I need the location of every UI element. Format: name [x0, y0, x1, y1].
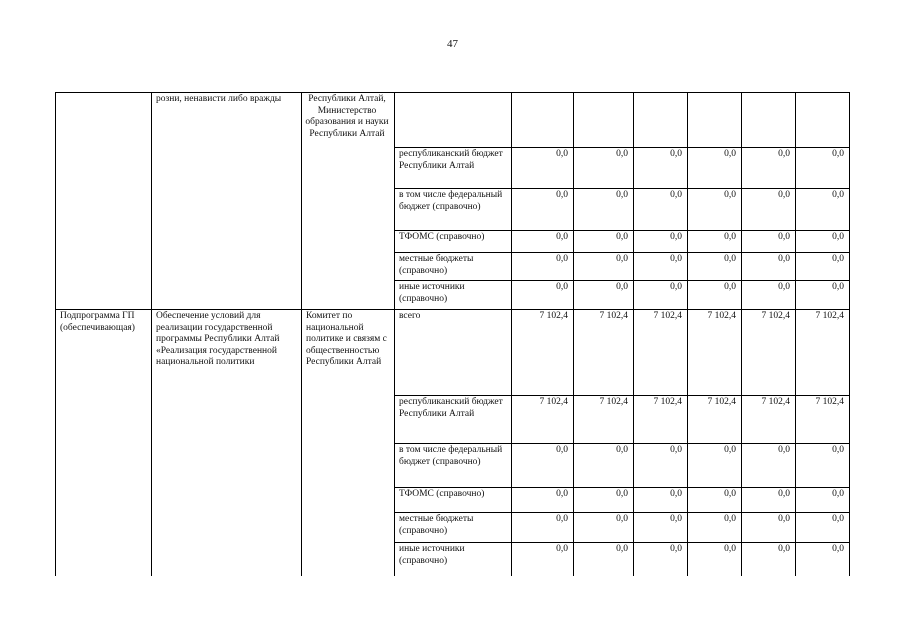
funding-value: 0,0 [724, 232, 736, 242]
funding-value: 7 102,4 [599, 311, 628, 321]
funding-value: 0,0 [556, 232, 568, 242]
funding-value: 0,0 [778, 190, 790, 200]
funding-value: 0,0 [724, 254, 736, 264]
funding-value: 0,0 [616, 282, 628, 292]
funding-value: 0,0 [616, 489, 628, 499]
table-border-horizontal [394, 147, 850, 148]
funding-value: 7 102,4 [539, 397, 568, 407]
table-border-vertical [741, 92, 742, 576]
funding-source-label: иные источники (справочно) [399, 282, 465, 304]
funding-value: 0,0 [832, 232, 844, 242]
table-border-vertical [511, 92, 512, 576]
table-border-horizontal [394, 395, 850, 396]
funding-value: 0,0 [556, 445, 568, 455]
funding-value: 0,0 [832, 190, 844, 200]
funding-source-label: в том числе федеральный бюджет (справочно) [399, 445, 503, 467]
table-border-vertical [301, 92, 302, 576]
funding-value: 0,0 [616, 232, 628, 242]
funding-value: 0,0 [832, 254, 844, 264]
subprogram-title: Подпрограмма ГП (обеспечивающая) [60, 311, 135, 333]
funding-value: 7 102,4 [599, 397, 628, 407]
activity-description: розни, ненависти либо вражды [156, 94, 282, 104]
funding-value: 0,0 [832, 149, 844, 159]
funding-value: 0,0 [670, 232, 682, 242]
funding-source-label: местные бюджеты (справочно) [399, 254, 474, 276]
page-number: 47 [447, 38, 458, 50]
funding-value: 7 102,4 [815, 311, 844, 321]
funding-value: 0,0 [778, 544, 790, 554]
funding-value: 0,0 [778, 282, 790, 292]
funding-value: 0,0 [556, 544, 568, 554]
responsible-executor: Республики Алтай, Министерство образования и науки Республики Алтай [305, 94, 389, 139]
funding-source-label: республиканский бюджет Республики Алтай [399, 149, 503, 171]
funding-value: 0,0 [670, 445, 682, 455]
table-border-vertical [151, 92, 152, 576]
table-border-horizontal [394, 252, 850, 253]
table-border-horizontal [55, 92, 850, 93]
table-border-vertical [849, 92, 850, 576]
funding-source-label: ТФОМС (справочно) [399, 489, 485, 499]
funding-source-label: в том числе федеральный бюджет (справочно) [399, 190, 503, 212]
funding-value: 0,0 [670, 489, 682, 499]
responsible-executor: Комитет по национальной политике и связям с общественностью Республики Алтай [306, 311, 387, 367]
funding-source-label: иные источники (справочно) [399, 544, 465, 566]
funding-value: 0,0 [832, 282, 844, 292]
table-border-horizontal [394, 443, 850, 444]
funding-value: 0,0 [724, 544, 736, 554]
funding-source-label: всего [399, 311, 421, 321]
funding-value: 0,0 [670, 544, 682, 554]
funding-value: 0,0 [616, 254, 628, 264]
funding-value: 7 102,4 [707, 397, 736, 407]
funding-value: 0,0 [616, 445, 628, 455]
funding-value: 0,0 [556, 254, 568, 264]
funding-value: 0,0 [670, 514, 682, 524]
funding-value: 7 102,4 [707, 311, 736, 321]
funding-value: 0,0 [778, 514, 790, 524]
funding-value: 0,0 [778, 489, 790, 499]
funding-value: 0,0 [616, 149, 628, 159]
table-border-vertical [795, 92, 796, 576]
table-border-vertical [633, 92, 634, 576]
funding-value: 0,0 [670, 149, 682, 159]
funding-value: 0,0 [616, 544, 628, 554]
funding-value: 0,0 [724, 514, 736, 524]
funding-value: 0,0 [670, 254, 682, 264]
funding-value: 0,0 [778, 254, 790, 264]
table-border-vertical [687, 92, 688, 576]
table-border-horizontal [394, 487, 850, 488]
funding-value: 0,0 [556, 514, 568, 524]
funding-value: 7 102,4 [539, 311, 568, 321]
funding-value: 0,0 [778, 232, 790, 242]
funding-value: 7 102,4 [761, 311, 790, 321]
funding-source-label: республиканский бюджет Республики Алтай [399, 397, 503, 419]
funding-source-label: местные бюджеты (справочно) [399, 514, 474, 536]
funding-value: 0,0 [724, 445, 736, 455]
funding-value: 0,0 [724, 282, 736, 292]
funding-value: 0,0 [616, 514, 628, 524]
table-border-horizontal [394, 230, 850, 231]
funding-value: 0,0 [670, 282, 682, 292]
table-border-horizontal [394, 188, 850, 189]
table-border-horizontal [394, 512, 850, 513]
funding-value: 0,0 [778, 149, 790, 159]
funding-value: 0,0 [670, 190, 682, 200]
table-border-vertical [394, 92, 395, 576]
table-border-vertical [573, 92, 574, 576]
funding-value: 0,0 [556, 489, 568, 499]
funding-source-label: ТФОМС (справочно) [399, 232, 485, 242]
funding-value: 0,0 [832, 445, 844, 455]
funding-value: 0,0 [724, 489, 736, 499]
funding-value: 0,0 [556, 190, 568, 200]
table-border-horizontal [394, 542, 850, 543]
funding-value: 0,0 [832, 489, 844, 499]
funding-value: 0,0 [556, 149, 568, 159]
table-border-horizontal [55, 309, 850, 310]
funding-value: 0,0 [832, 544, 844, 554]
funding-value: 0,0 [616, 190, 628, 200]
funding-value: 7 102,4 [815, 397, 844, 407]
funding-value: 7 102,4 [653, 397, 682, 407]
subprogram-description: Обеспечение условий для реализации государственной программы Республики Алтай «Реализация государственной национальной политики [156, 311, 280, 367]
funding-value: 0,0 [832, 514, 844, 524]
funding-value: 7 102,4 [761, 397, 790, 407]
table-border-vertical [55, 92, 56, 576]
funding-value: 0,0 [556, 282, 568, 292]
funding-value: 7 102,4 [653, 311, 682, 321]
funding-value: 0,0 [724, 190, 736, 200]
table-border-horizontal [394, 280, 850, 281]
funding-value: 0,0 [724, 149, 736, 159]
funding-value: 0,0 [778, 445, 790, 455]
